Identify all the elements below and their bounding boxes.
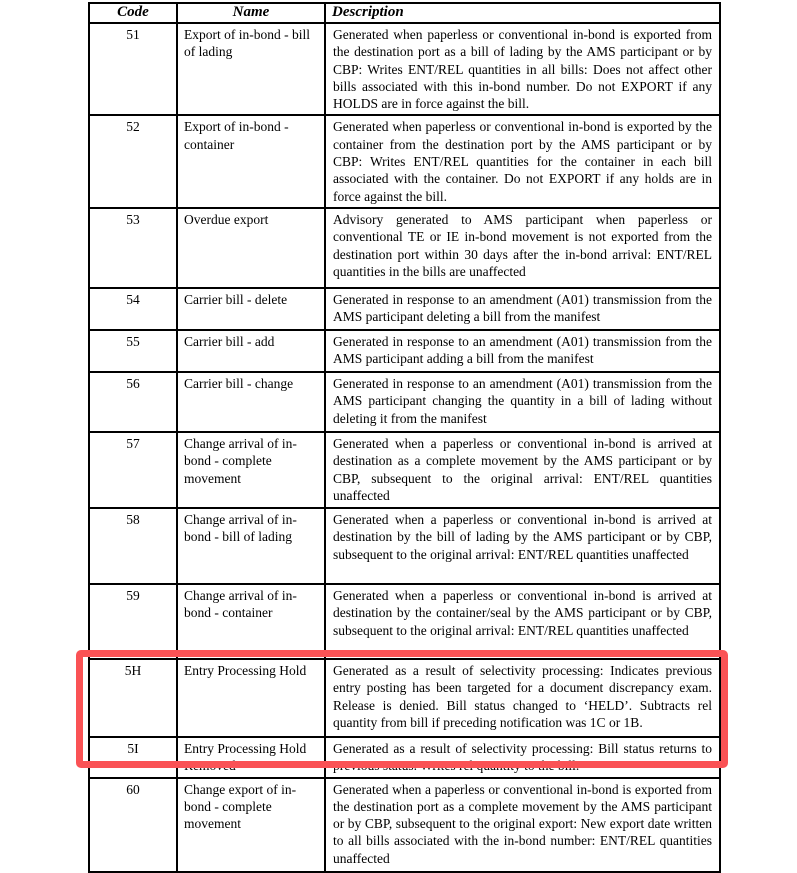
table-row [89,432,720,508]
cell-code: 5H [89,659,177,737]
column-header-description: Description [325,3,720,23]
cell-code: 59 [89,584,177,659]
cell-description: Generated when paperless or conventional in-bond is exported by the container from the destination port by the AMS participant or by CBP: Writes ENT/REL quantities for the container in each bill associated with the container. Do not EXPORT if any holds are in force against the bill. [325,115,720,207]
cell-description: Generated in response to an amendment (A01) transmission from the AMS participant changing the quantity in a bill of lading without deleting it from the manifest [325,372,720,432]
cell-code: 54 [89,288,177,330]
table-header-row [89,3,720,23]
cell-code: 56 [89,372,177,432]
table-row [89,778,720,872]
table-row [89,372,720,432]
cell-name: Export of in-bond - container [177,115,325,207]
cell-code: 5I [89,737,177,778]
cell-name: Change export of in-bond - complete movement [177,778,325,872]
table-row [89,659,720,737]
column-header-code: Code [89,3,177,23]
cell-name: Carrier bill - delete [177,288,325,330]
table-row [89,115,720,207]
cell-name: Export of in-bond - bill of lading [177,23,325,115]
table-row [89,737,720,778]
cell-code: 57 [89,432,177,508]
cell-name: Carrier bill - add [177,330,325,372]
table-row [89,208,720,288]
cell-name: Change arrival of in-bond - container [177,584,325,659]
cell-code: 60 [89,778,177,872]
table-row [89,584,720,659]
cell-name: Entry Processing Hold Removed [177,737,325,778]
cell-description: Generated when a paperless or conventional in-bond is exported from the destination port as a complete movement by the AMS participant or by CBP, subsequent to the original export: New export date written to all bills associated with the in-bond number: ENT/REL quantities unaffected [325,778,720,872]
cell-description: Generated in response to an amendment (A01) transmission from the AMS participant deleting a bill from the manifest [325,288,720,330]
cell-name: Change arrival of in-bond - complete movement [177,432,325,508]
cell-code: 58 [89,508,177,584]
table-row [89,23,720,115]
cell-code: 55 [89,330,177,372]
cell-code: 51 [89,23,177,115]
cell-description: Generated in response to an amendment (A01) transmission from the AMS participant adding a bill from the manifest [325,330,720,372]
cell-name: Carrier bill - change [177,372,325,432]
cell-code: 52 [89,115,177,207]
cell-description: Generated as a result of selectivity processing: Bill status returns to previous status. Writes rel quantity to the bill. [325,737,720,778]
cell-description: Generated when a paperless or conventional in-bond is arrived at destination by the container/seal by the AMS participant or by CBP, subsequent to the original arrival: ENT/REL quantities unaffected [325,584,720,659]
cell-name: Overdue export [177,208,325,288]
cell-description: Advisory generated to AMS participant when paperless or conventional TE or IE in-bond movement is not exported from the destination port within 30 days after the in-bond arrival: ENT/REL quantities in the bills are unaffected [325,208,720,288]
cell-name: Entry Processing Hold [177,659,325,737]
table-row [89,330,720,372]
cell-name: Change arrival of in-bond - bill of lading [177,508,325,584]
cell-description: Generated when paperless or conventional in-bond is exported from the destination port as a bill of lading by the AMS participant or by CBP: Writes ENT/REL quantities in all bills: Does not affect other bills associated with this in-bond number. Do not EXPORT if any HOLDS are in force against the bill. [325,23,720,115]
cell-description: Generated when a paperless or conventional in-bond is arrived at destination by the bill of lading by the AMS participant or by CBP, subsequent to the original arrival: ENT/REL quantities unaffected [325,508,720,584]
cell-code: 53 [89,208,177,288]
table-row [89,508,720,584]
cell-description: Generated when a paperless or conventional in-bond is arrived at destination as a complete movement by the AMS participant or by CBP, subsequent to the original arrival: ENT/REL quantities unaffected [325,432,720,508]
table-row [89,288,720,330]
column-header-name: Name [177,3,325,23]
notification-codes-table [88,2,721,873]
cell-description: Generated as a result of selectivity processing: Indicates previous entry posting has been targeted for a document discrepancy exam. Release is denied. Bill status changed to ‘HELD’. Subtracts rel quantity from bill if preceding notification was 1C or 1B. [325,659,720,737]
